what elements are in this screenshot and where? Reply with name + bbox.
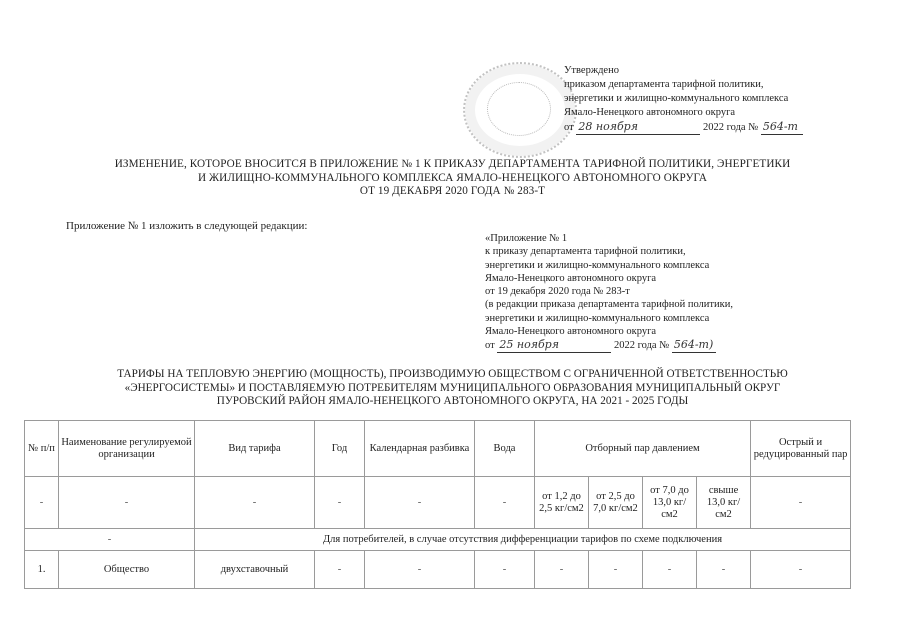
appendix-line-7: энергетики и жилищно-коммунального комплекса	[485, 312, 710, 324]
header-org: Наименование регулируемой организации	[59, 421, 195, 477]
appendix-line-8: Ямало-Ненецкого автономного округа	[485, 326, 657, 338]
steam-sub-1: от 1,2 до 2,5 кг/см2	[535, 477, 589, 529]
row-tariff-type: двухставочный	[195, 551, 315, 589]
section-row-label: Для потребителей, в случае отсутствия дифференциации тарифов по схеме подключения	[195, 529, 851, 551]
official-seal-stamp	[463, 62, 577, 158]
tariff-title-line-3: ПУРОВСКИЙ РАЙОН ЯМАЛО-НЕНЕЦКОГО АВТОНОМНОГО ОКРУГА, НА 2021 - 2025 ГОДЫ	[216, 395, 689, 407]
appendix-line-1: «Приложение № 1	[485, 233, 568, 244]
approval-line-2: приказом департамента тарифной политики,	[564, 79, 764, 90]
table-cell: -	[589, 551, 643, 589]
appendix-line-5: от 19 декабря 2020 года № 283-т	[485, 286, 630, 298]
appendix-date-line	[485, 338, 733, 352]
approval-line-4: Ямало-Ненецкого автономного округа	[564, 107, 736, 118]
steam-sub-4: свыше 13,0 кг/см2	[697, 477, 751, 529]
approval-date-signature: 28 ноября	[576, 120, 700, 135]
title-line-1: ИЗМЕНЕНИЕ, КОТОРОЕ ВНОСИТСЯ В ПРИЛОЖЕНИЕ № 1 К ПРИКАЗУ ДЕПАРТАМЕНТА ТАРИФНОЙ ПОЛИТИКИ, ЭНЕРГЕТИКИ	[114, 158, 791, 170]
approval-line-3: энергетики и жилищно-коммунального комплекса	[564, 93, 789, 104]
table-cell: -	[315, 551, 365, 589]
header-year: Год	[315, 421, 365, 477]
table-cell: -	[751, 477, 851, 529]
row-num: 1.	[25, 551, 59, 589]
table-cell: -	[535, 551, 589, 589]
table-cell: -	[643, 551, 697, 589]
appendix-date-signature: 25 ноября	[497, 338, 611, 352]
approval-date-line	[564, 120, 803, 135]
approval-date-suffix: 2022 года №	[702, 122, 759, 133]
appendix-number-signature: 564-т)	[672, 338, 716, 352]
approval-block	[564, 64, 803, 135]
table-cell: -	[697, 551, 751, 589]
appendix-line-4: Ямало-Ненецкого автономного округа	[485, 272, 657, 284]
tariff-title-line-1: ТАРИФЫ НА ТЕПЛОВУЮ ЭНЕРГИЮ (МОЩНОСТЬ), ПРОИЗВОДИМУЮ ОБЩЕСТВОМ С ОГРАНИЧЕННОЙ ОТВЕТСТВЕННОСТЬЮ	[117, 368, 788, 380]
table-cell: -	[365, 477, 475, 529]
table-cell: -	[25, 529, 195, 551]
appendix-date-prefix: от	[485, 340, 495, 352]
title-line-2: И ЖИЛИЩНО-КОММУНАЛЬНОГО КОМПЛЕКСА ЯМАЛО-НЕНЕЦКОГО АВТОНОМНОГО ОКРУГА	[197, 171, 708, 184]
table-row	[25, 551, 851, 589]
appendix-line-3: энергетики и жилищно-коммунального комплекса	[485, 259, 710, 271]
steam-sub-3: от 7,0 до 13,0 кг/см2	[643, 477, 697, 529]
seal-inner-ring	[487, 82, 551, 136]
appendix-line-2: к приказу департамента тарифной политики,	[485, 246, 686, 258]
steam-sub-2: от 2,5 до 7,0 кг/см2	[589, 477, 643, 529]
table-cell: -	[365, 551, 475, 589]
header-tariff-type: Вид тарифа	[195, 421, 315, 477]
table-cell: -	[475, 551, 535, 589]
document-title	[20, 158, 885, 199]
table-cell: -	[195, 477, 315, 529]
tariff-title	[20, 368, 885, 409]
table-header-row	[25, 421, 851, 477]
approval-date-prefix: от	[564, 122, 574, 133]
table-cell: -	[315, 477, 365, 529]
header-water: Вода	[475, 421, 535, 477]
tariff-title-line-2: «ЭНЕРГОСИСТЕМЫ» И ПОСТАВЛЯЕМУЮ ПОТРЕБИТЕЛЯМ МУНИЦИПАЛЬНОГО ОБРАЗОВАНИЯ МУНИЦИПАЛЬНЫЙ ОКРУГ	[124, 381, 781, 394]
title-line-3: ОТ 19 ДЕКАБРЯ 2020 ГОДА № 283-Т	[359, 185, 546, 197]
table-section-row	[25, 529, 851, 551]
table-cell: -	[751, 551, 851, 589]
header-steam: Отборный пар давлением	[535, 421, 751, 477]
intro-text: Приложение № 1 изложить в следующей редакции:	[66, 220, 308, 232]
appendix-date-suffix: 2022 года №	[613, 340, 670, 352]
table-cell: -	[59, 477, 195, 529]
header-num: № п/п	[25, 421, 59, 477]
table-cell: -	[475, 477, 535, 529]
appendix-block	[485, 232, 733, 353]
header-calendar: Календарная разбивка	[365, 421, 475, 477]
approval-line-1: Утверждено	[564, 65, 619, 76]
header-acute-steam: Острый и редуцированный пар	[751, 421, 851, 477]
table-cell: -	[25, 477, 59, 529]
appendix-line-6: (в редакции приказа департамента тарифной политики,	[485, 299, 733, 311]
tariff-table	[24, 420, 851, 589]
table-subheader-row	[25, 477, 851, 529]
row-org: Общество	[59, 551, 195, 589]
approval-number-signature: 564-т	[761, 120, 803, 135]
